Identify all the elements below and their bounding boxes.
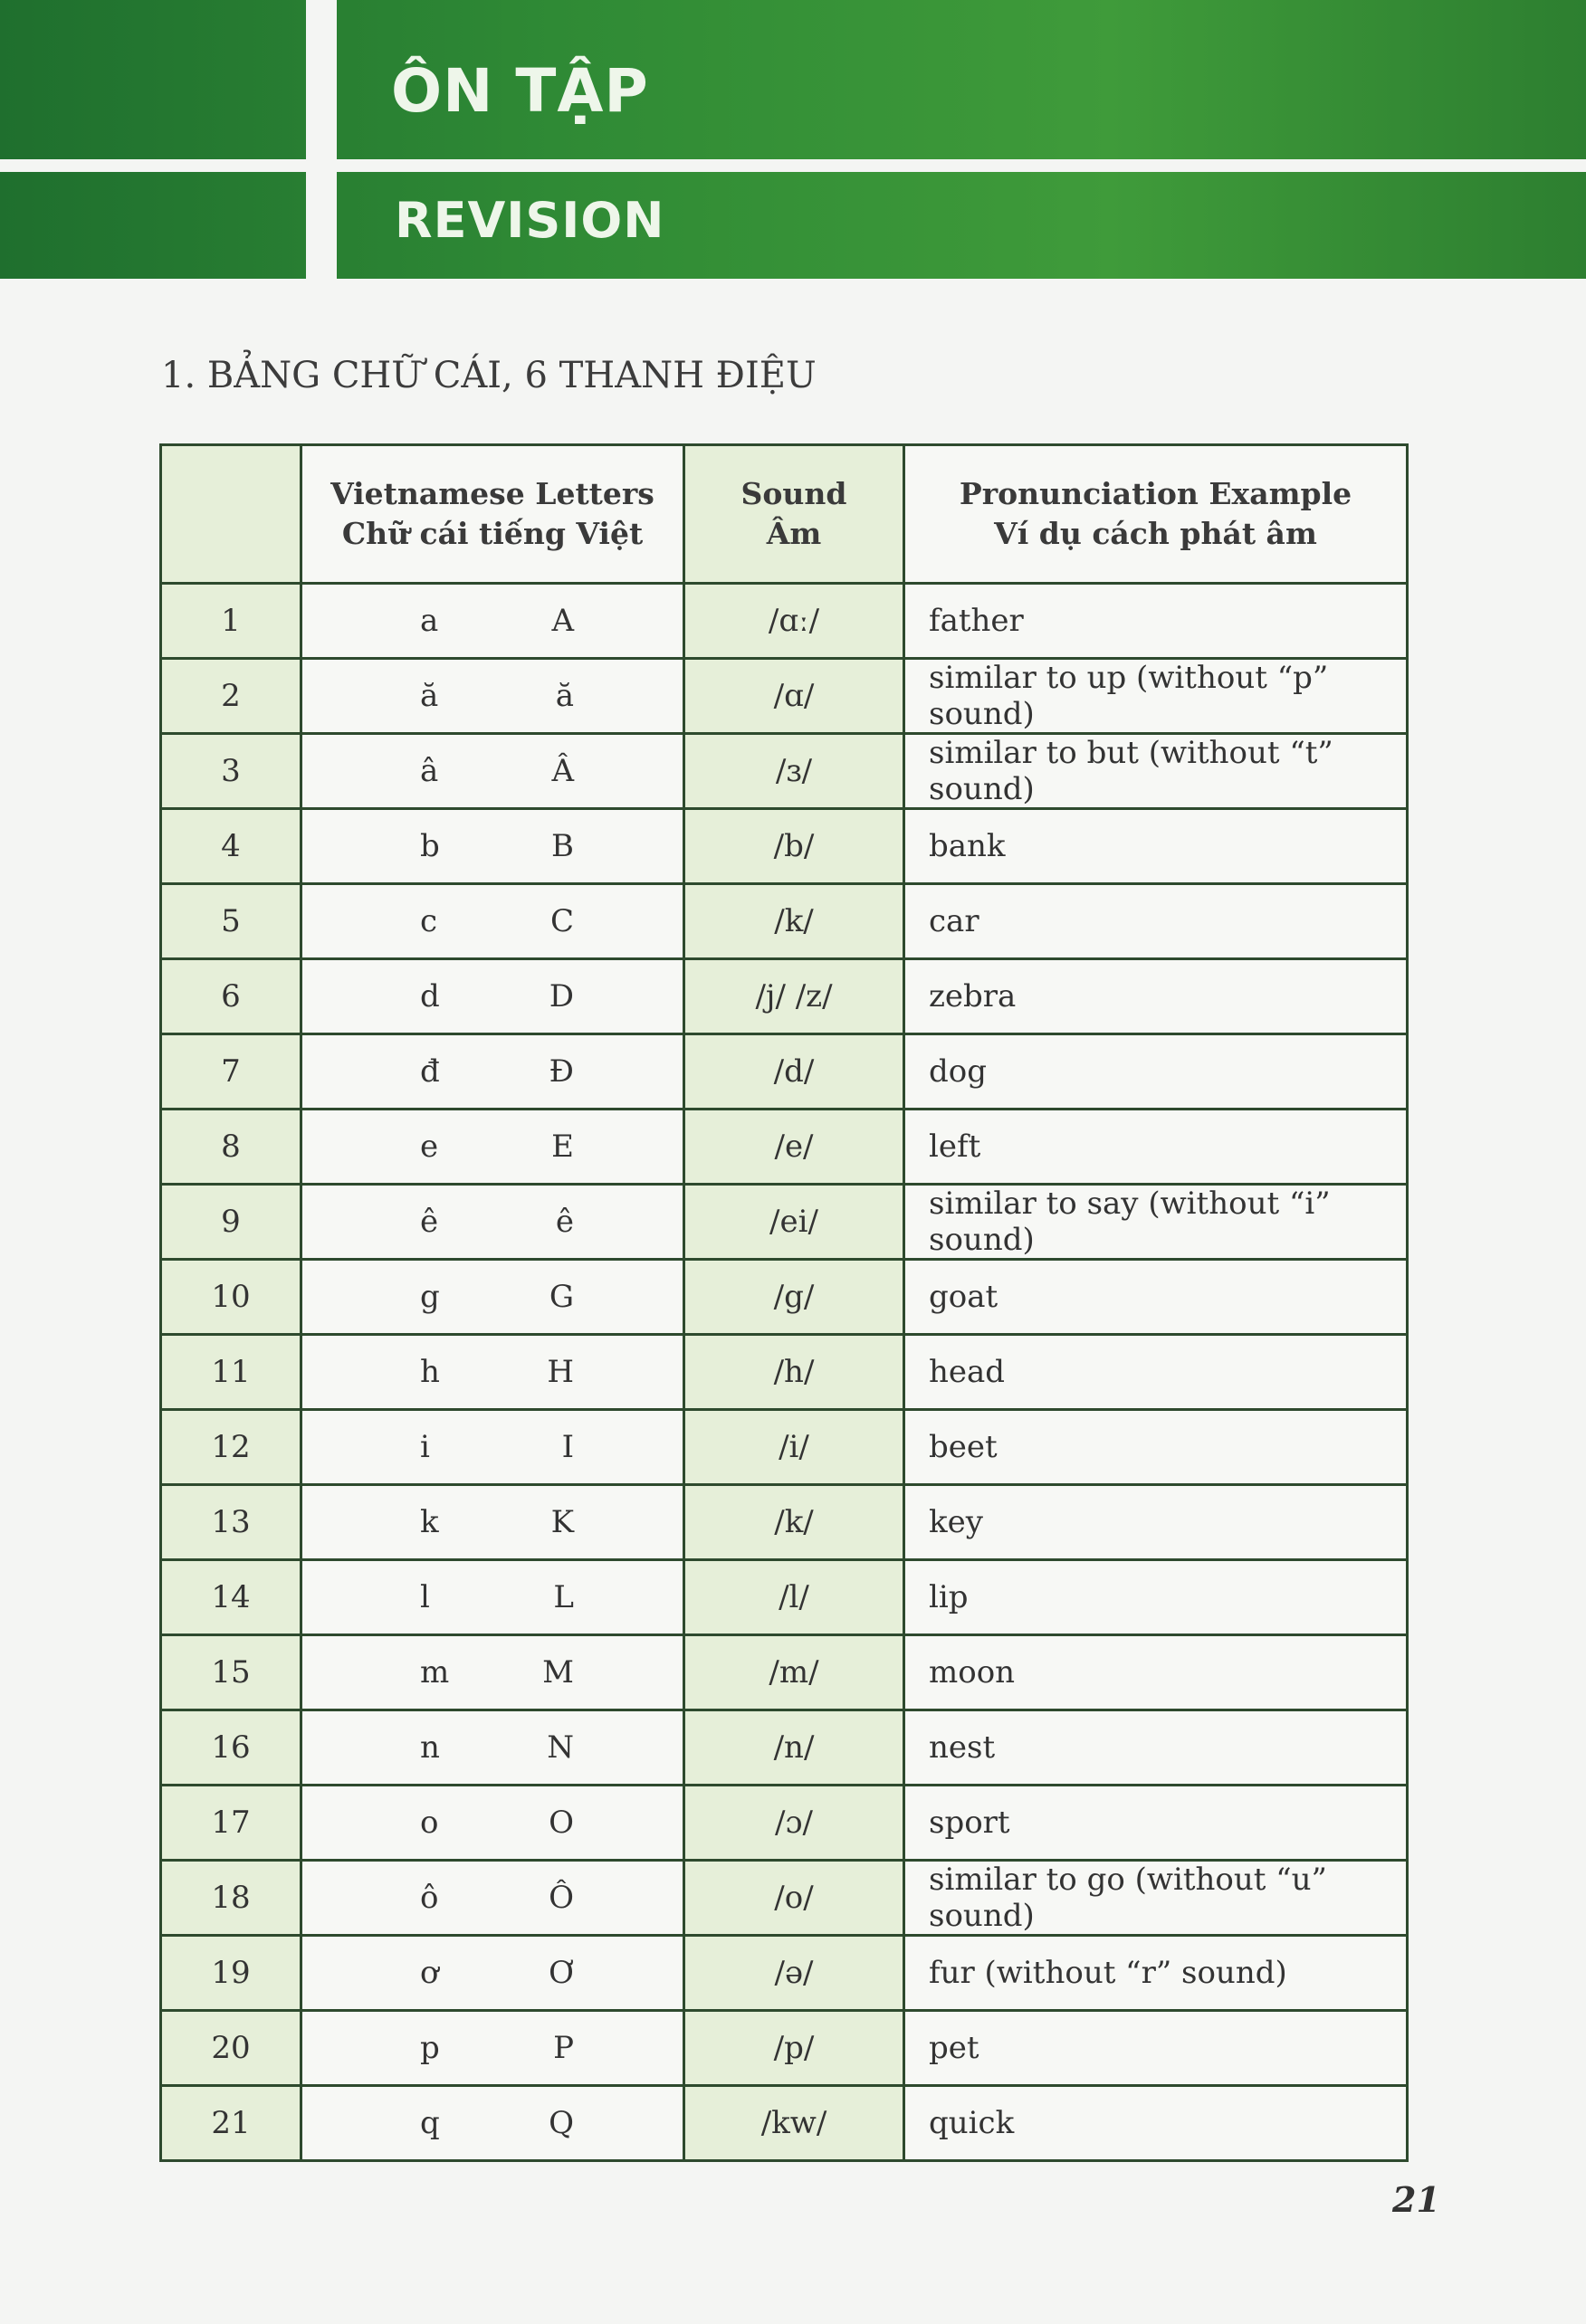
- row-example-cell: similar to say (without “i” sound): [904, 1185, 1408, 1260]
- header-band-top: [0, 0, 1586, 159]
- page-title: ÔN TẬP: [391, 56, 649, 126]
- header-sound-cell: [684, 445, 904, 584]
- letters-pair: [302, 678, 683, 714]
- header-sound-en: Sound: [740, 476, 847, 511]
- letter-lowercase: ô: [420, 1880, 439, 1916]
- row-example-cell: bank: [904, 809, 1408, 884]
- letter-uppercase: Đ: [549, 1053, 574, 1090]
- row-letters-cell: [301, 1560, 684, 1635]
- letters-pair: [302, 1204, 683, 1240]
- row-sound-cell: /n/: [684, 1710, 904, 1786]
- row-sound-cell: /m/: [684, 1635, 904, 1710]
- row-example-cell: quick: [904, 2086, 1408, 2161]
- letter-uppercase: Q: [549, 2105, 574, 2141]
- row-letters-cell: [301, 1110, 684, 1185]
- letters-pair: [302, 2030, 683, 2066]
- row-sound-cell: /g/: [684, 1260, 904, 1335]
- row-letters-cell: [301, 1335, 684, 1410]
- table-row: [161, 1485, 1408, 1560]
- row-sound-cell: /j/ /z/: [684, 959, 904, 1034]
- row-number-cell: 10: [161, 1260, 301, 1335]
- letter-uppercase: Â: [551, 753, 574, 789]
- header-sound-vi: Âm: [766, 516, 822, 551]
- row-number-cell: 18: [161, 1861, 301, 1936]
- letter-lowercase: m: [420, 1654, 450, 1691]
- row-example-cell: zebra: [904, 959, 1408, 1034]
- header-letters-vi: Chữ cái tiếng Việt: [341, 516, 644, 551]
- row-number-cell: 19: [161, 1936, 301, 2011]
- letter-uppercase: E: [551, 1129, 574, 1165]
- letter-lowercase: i: [420, 1429, 430, 1465]
- row-number-cell: 6: [161, 959, 301, 1034]
- row-letters-cell: [301, 1034, 684, 1110]
- row-example-cell: beet: [904, 1410, 1408, 1485]
- table-row: [161, 1560, 1408, 1635]
- row-number-cell: 15: [161, 1635, 301, 1710]
- table-row: [161, 959, 1408, 1034]
- page-subtitle: REVISION: [395, 192, 665, 249]
- table-row: [161, 1034, 1408, 1110]
- alphabet-table: [159, 443, 1409, 2162]
- row-letters-cell: [301, 1710, 684, 1786]
- row-sound-cell: /b/: [684, 809, 904, 884]
- letters-pair: [302, 603, 683, 639]
- row-letters-cell: [301, 1936, 684, 2011]
- table-header-row: [161, 445, 1408, 584]
- header-band-split: [306, 0, 337, 281]
- letters-pair: [302, 1805, 683, 1841]
- row-sound-cell: /kw/: [684, 2086, 904, 2161]
- letter-uppercase: N: [547, 1729, 574, 1766]
- row-letters-cell: [301, 1185, 684, 1260]
- row-number-cell: 12: [161, 1410, 301, 1485]
- row-letters-cell: [301, 809, 684, 884]
- row-number-cell: 2: [161, 659, 301, 734]
- row-example-cell: head: [904, 1335, 1408, 1410]
- letter-uppercase: ê: [555, 1204, 574, 1240]
- row-example-cell: moon: [904, 1635, 1408, 1710]
- letter-uppercase: ă: [555, 678, 574, 714]
- header-letters-cell: [301, 445, 684, 584]
- row-number-cell: 11: [161, 1335, 301, 1410]
- row-letters-cell: [301, 1635, 684, 1710]
- row-sound-cell: /e/: [684, 1110, 904, 1185]
- table-row: [161, 1335, 1408, 1410]
- row-sound-cell: /p/: [684, 2011, 904, 2086]
- row-sound-cell: /k/: [684, 1485, 904, 1560]
- row-number-cell: 17: [161, 1786, 301, 1861]
- row-example-cell: similar to up (without “p” sound): [904, 659, 1408, 734]
- table-row: [161, 1635, 1408, 1710]
- letter-lowercase: q: [420, 2105, 440, 2141]
- table-row: [161, 1410, 1408, 1485]
- letters-pair: [302, 1880, 683, 1916]
- row-example-cell: similar to go (without “u” sound): [904, 1861, 1408, 1936]
- table-row: [161, 1260, 1408, 1335]
- letter-lowercase: h: [420, 1354, 440, 1390]
- letter-lowercase: l: [420, 1579, 430, 1615]
- row-number-cell: 3: [161, 734, 301, 809]
- row-example-cell: pet: [904, 2011, 1408, 2086]
- table-row: [161, 809, 1408, 884]
- letter-lowercase: o: [420, 1805, 439, 1841]
- header-example-vi: Ví dụ cách phát âm: [994, 516, 1317, 551]
- row-sound-cell: /k/: [684, 884, 904, 959]
- letters-pair: [302, 903, 683, 939]
- letters-pair: [302, 1729, 683, 1766]
- letters-pair: [302, 828, 683, 864]
- row-example-cell: similar to but (without “t” sound): [904, 734, 1408, 809]
- row-number-cell: 14: [161, 1560, 301, 1635]
- table-row: [161, 659, 1408, 734]
- letter-lowercase: d: [420, 978, 440, 1014]
- row-number-cell: 4: [161, 809, 301, 884]
- letter-uppercase: O: [549, 1805, 574, 1841]
- row-sound-cell: /i/: [684, 1410, 904, 1485]
- row-example-cell: fur (without “r” sound): [904, 1936, 1408, 2011]
- row-number-cell: 21: [161, 2086, 301, 2161]
- page-number: 21: [1392, 2179, 1440, 2220]
- row-number-cell: 7: [161, 1034, 301, 1110]
- letter-lowercase: c: [420, 903, 438, 939]
- header-band-gap: [0, 159, 1586, 172]
- row-sound-cell: /ɜ/: [684, 734, 904, 809]
- row-number-cell: 1: [161, 584, 301, 659]
- row-letters-cell: [301, 1485, 684, 1560]
- row-sound-cell: /o/: [684, 1861, 904, 1936]
- letter-uppercase: D: [549, 978, 574, 1014]
- row-sound-cell: /ei/: [684, 1185, 904, 1260]
- letter-lowercase: p: [420, 2030, 440, 2066]
- letters-pair: [302, 978, 683, 1014]
- row-number-cell: 13: [161, 1485, 301, 1560]
- row-example-cell: car: [904, 884, 1408, 959]
- row-letters-cell: [301, 1410, 684, 1485]
- row-number-cell: 8: [161, 1110, 301, 1185]
- row-letters-cell: [301, 2011, 684, 2086]
- letters-pair: [302, 1354, 683, 1390]
- letter-lowercase: e: [420, 1129, 439, 1165]
- letter-uppercase: P: [553, 2030, 574, 2066]
- letters-pair: [302, 1579, 683, 1615]
- letter-lowercase: đ: [420, 1053, 440, 1090]
- header-number-cell: [161, 445, 301, 584]
- letters-pair: [302, 1429, 683, 1465]
- header-band-bottom: [0, 172, 1586, 279]
- row-sound-cell: /h/: [684, 1335, 904, 1410]
- letter-uppercase: M: [542, 1654, 574, 1691]
- letter-lowercase: â: [420, 753, 439, 789]
- letters-pair: [302, 1053, 683, 1090]
- row-example-cell: dog: [904, 1034, 1408, 1110]
- row-number-cell: 20: [161, 2011, 301, 2086]
- row-example-cell: key: [904, 1485, 1408, 1560]
- table-row: [161, 1786, 1408, 1861]
- row-sound-cell: /ɑː/: [684, 584, 904, 659]
- letter-lowercase: b: [420, 828, 440, 864]
- header-letters-en: Vietnamese Letters: [330, 476, 654, 511]
- row-example-cell: nest: [904, 1710, 1408, 1786]
- row-example-cell: sport: [904, 1786, 1408, 1861]
- row-letters-cell: [301, 584, 684, 659]
- table-row: [161, 2011, 1408, 2086]
- row-number-cell: 16: [161, 1710, 301, 1786]
- letters-pair: [302, 1654, 683, 1691]
- letter-uppercase: H: [547, 1354, 574, 1390]
- row-letters-cell: [301, 1861, 684, 1936]
- row-sound-cell: /ɔ/: [684, 1786, 904, 1861]
- table-row: [161, 1110, 1408, 1185]
- row-example-cell: left: [904, 1110, 1408, 1185]
- section-heading: 1. BẢNG CHỮ CÁI, 6 THANH ĐIỆU: [161, 355, 817, 396]
- table-body: [161, 584, 1408, 2161]
- row-letters-cell: [301, 2086, 684, 2161]
- letter-uppercase: C: [549, 903, 574, 939]
- row-sound-cell: /ɑ/: [684, 659, 904, 734]
- row-letters-cell: [301, 734, 684, 809]
- row-example-cell: goat: [904, 1260, 1408, 1335]
- letter-lowercase: ơ: [420, 1955, 439, 1991]
- row-letters-cell: [301, 659, 684, 734]
- letter-lowercase: k: [420, 1504, 439, 1540]
- table-row: [161, 734, 1408, 809]
- row-example-cell: lip: [904, 1560, 1408, 1635]
- letter-lowercase: ê: [420, 1204, 439, 1240]
- letters-pair: [302, 1279, 683, 1315]
- letters-pair: [302, 753, 683, 789]
- row-letters-cell: [301, 1786, 684, 1861]
- letter-lowercase: a: [420, 603, 439, 639]
- letters-pair: [302, 2105, 683, 2141]
- letter-uppercase: A: [551, 603, 574, 639]
- row-number-cell: 9: [161, 1185, 301, 1260]
- letter-uppercase: Ơ: [549, 1955, 574, 1991]
- table-row: [161, 1861, 1408, 1936]
- row-letters-cell: [301, 1260, 684, 1335]
- table-row: [161, 884, 1408, 959]
- letters-pair: [302, 1129, 683, 1165]
- letter-uppercase: Ô: [549, 1880, 574, 1916]
- row-sound-cell: /ə/: [684, 1936, 904, 2011]
- row-sound-cell: /l/: [684, 1560, 904, 1635]
- letter-uppercase: L: [553, 1579, 574, 1615]
- letters-pair: [302, 1504, 683, 1540]
- letter-uppercase: G: [549, 1279, 574, 1315]
- row-example-cell: father: [904, 584, 1408, 659]
- row-letters-cell: [301, 884, 684, 959]
- letter-lowercase: ă: [420, 678, 439, 714]
- row-number-cell: 5: [161, 884, 301, 959]
- letter-lowercase: n: [420, 1729, 440, 1766]
- row-sound-cell: /d/: [684, 1034, 904, 1110]
- table-row: [161, 584, 1408, 659]
- letter-uppercase: B: [551, 828, 574, 864]
- table-row: [161, 1710, 1408, 1786]
- header-example-cell: [904, 445, 1408, 584]
- letter-lowercase: g: [420, 1279, 440, 1315]
- table-row: [161, 1185, 1408, 1260]
- letter-uppercase: I: [561, 1429, 574, 1465]
- letter-uppercase: K: [550, 1504, 574, 1540]
- letters-pair: [302, 1955, 683, 1991]
- table-row: [161, 1936, 1408, 2011]
- header-example-en: Pronunciation Example: [959, 476, 1352, 511]
- row-letters-cell: [301, 959, 684, 1034]
- table-row: [161, 2086, 1408, 2161]
